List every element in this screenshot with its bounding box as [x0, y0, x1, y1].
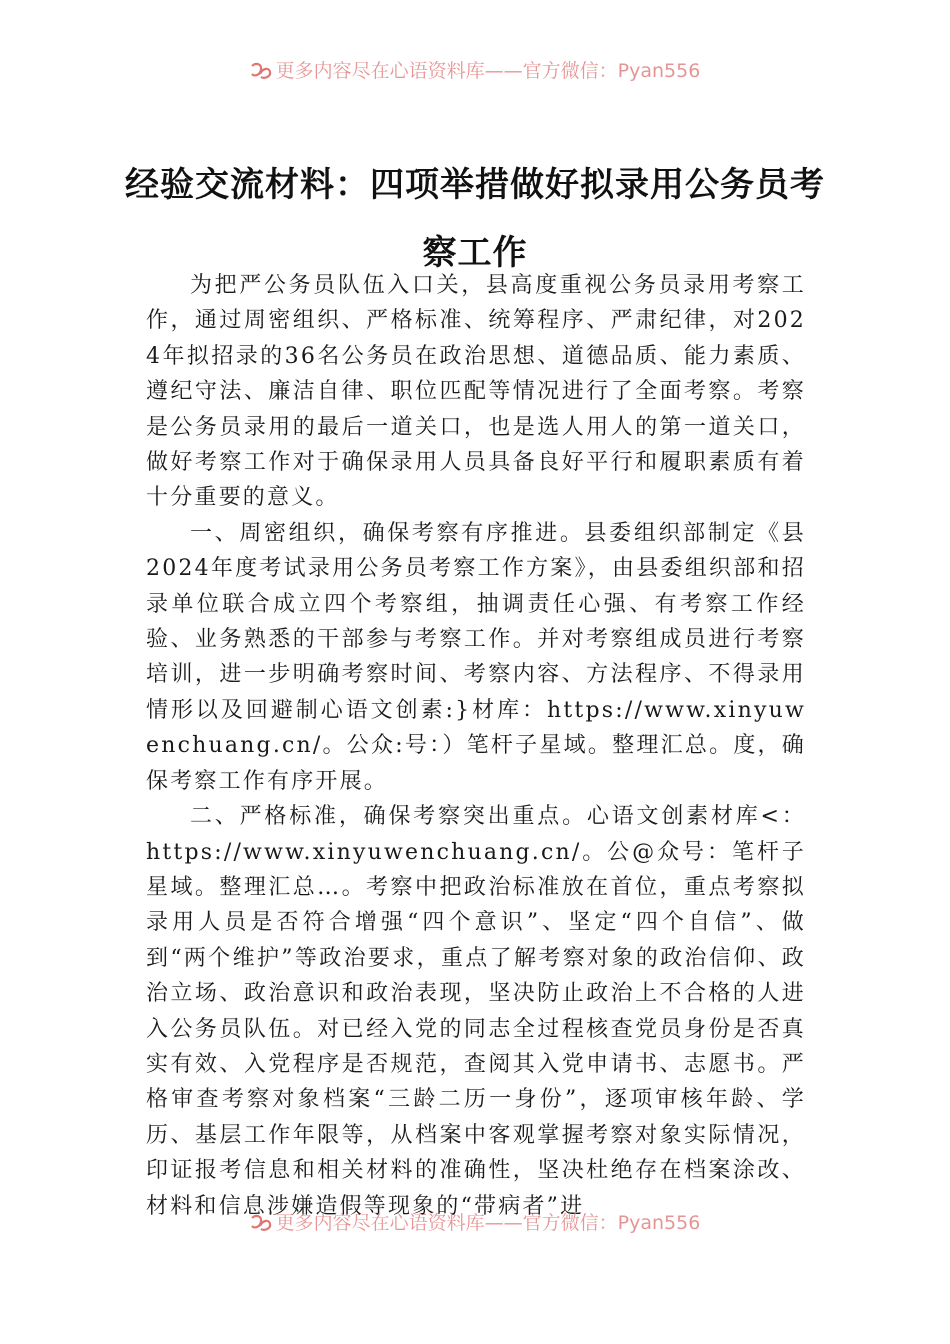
watermark-bottom-text: 更多内容尽在心语资料库——官方微信：Pyan556	[275, 1212, 701, 1234]
paragraph-section-two: 二、严格标准，确保考察突出重点。心语文创素材库<：https://www.xinyuwenchuang.cn/。公@众号：笔杆子星域。整理汇总…。考察中把政治标准放在首位，重点考察拟录用人员是否符合增强“四个意识”、坚定“四个自信”、做到“两个维护”等政治要求，重点了解考察对象的政治信仰、政治立场、政治意识和政治表现，坚决防止政治上不合格的人进入公务员队伍。对已经入党的同志全过程核查党员身份是否真实有效、入党程序是否规范，查阅其入党申请书、志愿书。严格审查考察对象档案“三龄二历一身份”，逐项审核年龄、学历、基层工作年限等，从档案中客观掌握考察对象实际情况，印证报考信息和相关材料的准确性，坚决杜绝存在档案涂改、材料和信息涉嫌造假等现象的“带病者”进	[146, 804, 806, 1219]
watermark-logo-icon	[250, 1214, 272, 1232]
paragraph-section-one: 一、周密组织，确保考察有序推进。县委组织部制定《县2024年度考试录用公务员考察工作方案》，由县委组织部和招录单位联合成立四个考察组，抽调责任心强、有考察工作经验、业务熟悉的干部参与考察工作。并对考察组成员进行考察培训，进一步明确考察时间、考察内容、方法程序、不得录用情形以及回避制心语文创素:}材库：https://www.xinyuwenchuang.cn/。公众:号：）笔杆子星域。整理汇总。度，确保考察工作有序开展。	[146, 520, 806, 794]
paragraph-intro: 为把严公务员队伍入口关，县高度重视公务员录用考察工作，通过周密组织、严格标准、统筹程序、严肃纪律，对2024年拟招录的36名公务员在政治思想、道德品质、能力素质、遵纪守法、廉洁自律、职位匹配等情况进行了全面考察。考察是公务员录用的最后一道关口，也是选人用人的第一道关口，做好考察工作对于确保录用人员具备良好平行和履职素质有着十分重要的意义。	[146, 273, 806, 511]
document-body	[146, 268, 806, 1224]
watermark-bottom	[0, 1212, 950, 1234]
watermark-top-text: 更多内容尽在心语资料库——官方微信：Pyan556	[275, 60, 701, 82]
watermark-logo-icon	[250, 62, 272, 80]
watermark-top	[0, 60, 950, 82]
document-title: 经验交流材料：四项举措做好拟录用公务员考察工作	[125, 164, 825, 273]
